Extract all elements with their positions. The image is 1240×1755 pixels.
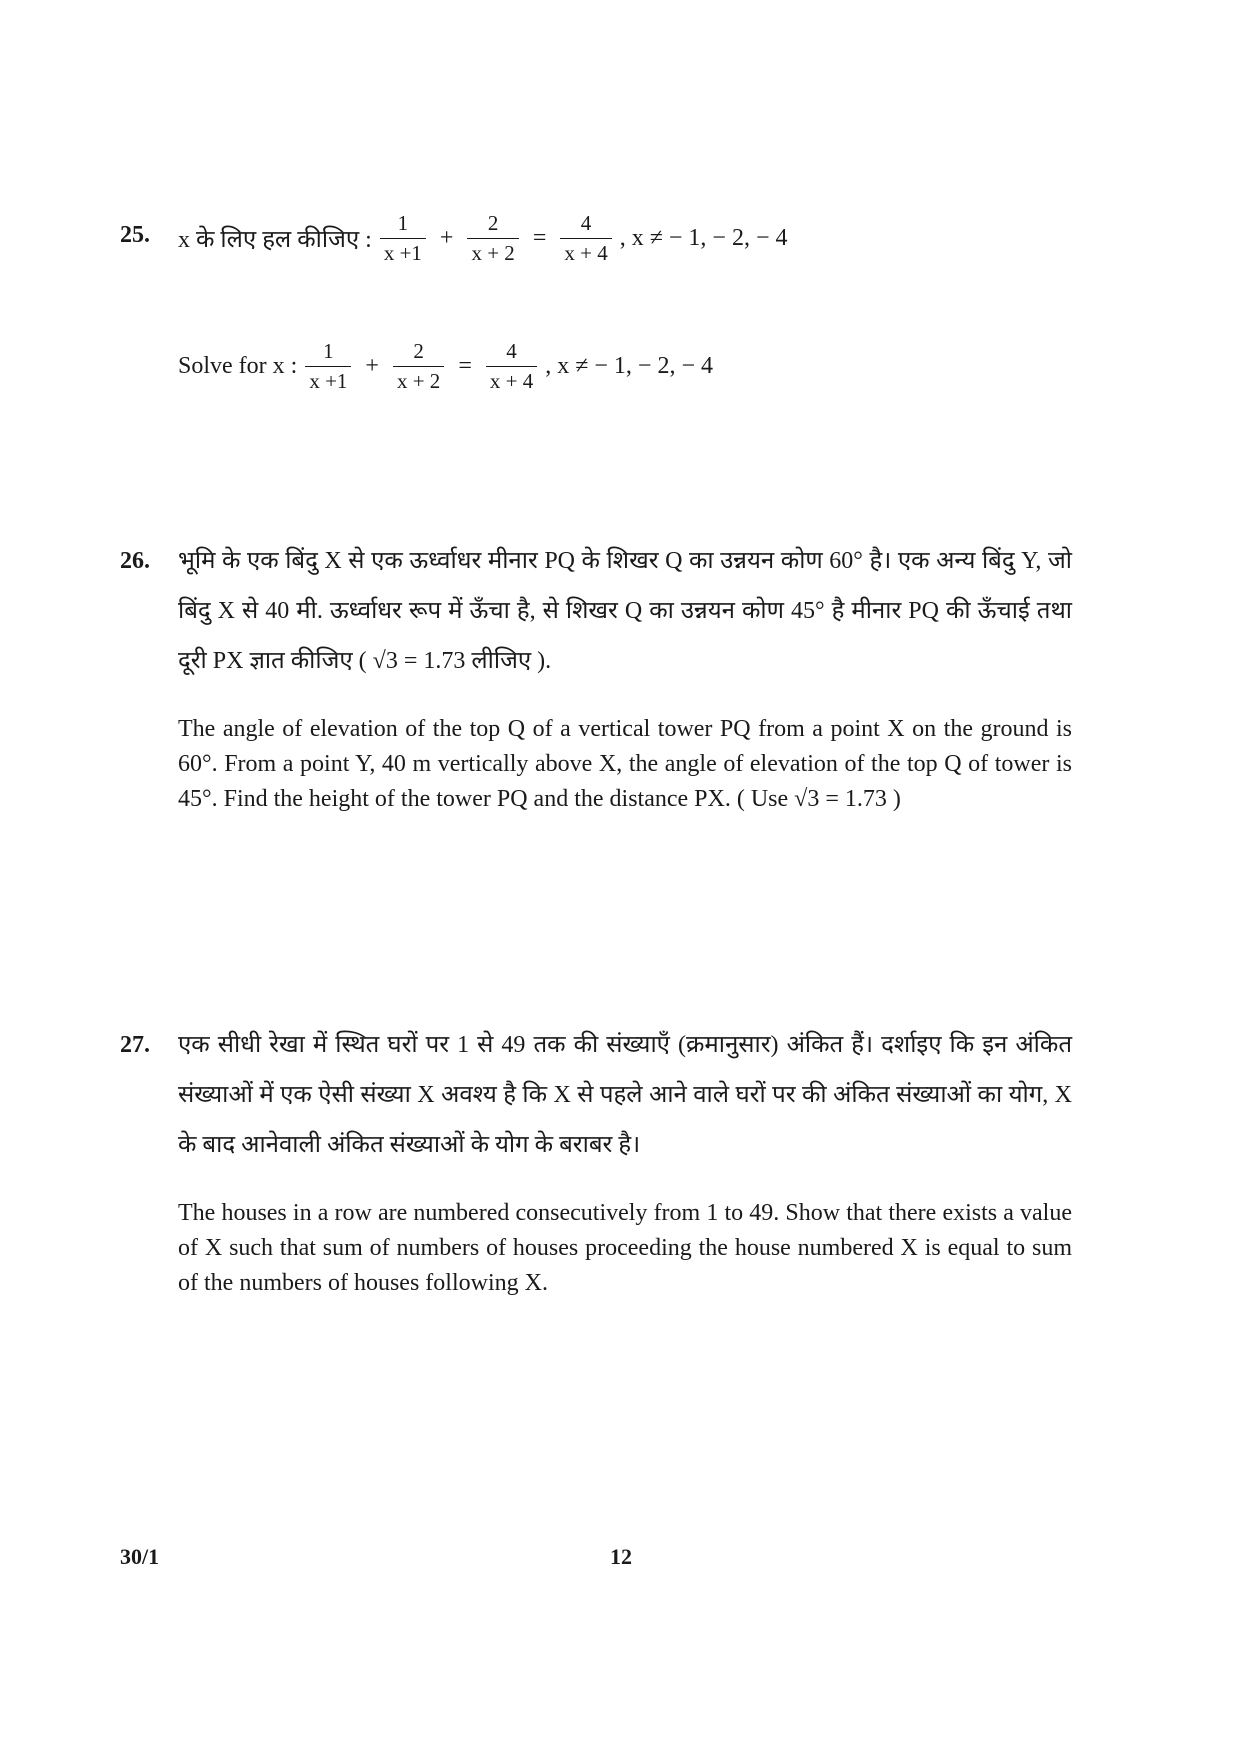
paper-code: 30/1 [120,1544,160,1569]
equation-english: Solve for x : $\frac{1}{x +1}$ + $\frac{2}{x + 2}$ = $\frac{4}{x + 4}$ , x ≠ − 1, − 2, − 4 [178,338,713,393]
prefix: x के लिए हल कीजिए : [178,226,372,253]
question-26 [120,536,1072,817]
prefix: Solve for x : [178,352,298,379]
question-text-english: The houses in a row are numbered consecutively from 1 to 49. Show that there exists a value of X such that sum of numbers of houses proceeding the house numbered X is equal to sum of the numbers of houses following X. [178,1200,1072,1296]
fraction: $\frac{4}{x + 4}$ [560,211,611,266]
question-25 [120,208,1072,396]
question-27 [120,1020,1072,1301]
page-number: 12 [610,1544,632,1569]
question-text-english: The angle of elevation of the top Q of a vertical tower PQ from a point X on the ground is 60°. From a point Y, 40 m vertically above X, the angle of elevation of the top Q of tower is 45°. Find the height of the tower PQ and the distance PX. ( Use √3 = 1.73 ) [178,716,1072,812]
fraction: $\frac{2}{x + 2}$ [393,339,444,394]
fraction: $\frac{1}{x +1}$ [380,211,426,266]
condition: , x ≠ − 1, − 2, − 4 [545,352,713,379]
question-text-hindi: एक सीधी रेखा में स्थित घरों पर 1 से 49 तक की संख्याएँ (क्रमानुसार) अंकित हैं। दर्शाइए कि इन अंकित संख्याओं में एक ऐसी संख्या X अवश्य है कि X से पहले आने वाले घरों पर की अंकित संख्याओं का योग, X के बाद आनेवाली अंकित संख्याओं के योग के बराबर है। [178,1032,1072,1158]
condition: , x ≠ − 1, − 2, − 4 [619,224,788,251]
question-number: 26. [120,548,150,574]
question-text-hindi: भूमि के एक बिंदु X से एक ऊर्ध्वाधर मीनार PQ के शिखर Q का उन्नयन कोण 60° है। एक अन्य बिंदु Y, जो बिंदु X से 40 मी. ऊर्ध्वाधर रूप में ऊँचा है, से शिखर Q का उन्नयन कोण 45° है मीनार PQ की ऊँचाई तथा दूरी PX ज्ञात कीजिए ( √3 = 1.73 लीजिए ). [178,548,1072,674]
fraction: $\frac{2}{x + 2}$ [467,211,518,266]
fraction: $\frac{4}{x + 4}$ [486,339,537,394]
question-number: 25. [120,222,150,248]
fraction: $\frac{1}{x +1}$ [305,339,351,394]
question-number: 27. [120,1032,150,1058]
equation-hindi: x के लिए हल कीजिए : $\frac{1}{x +1}$ + $\frac{2}{x + 2}$ = $\frac{4}{x + 4}$ , x ≠ − 1, − 2, − 4 [178,210,788,265]
